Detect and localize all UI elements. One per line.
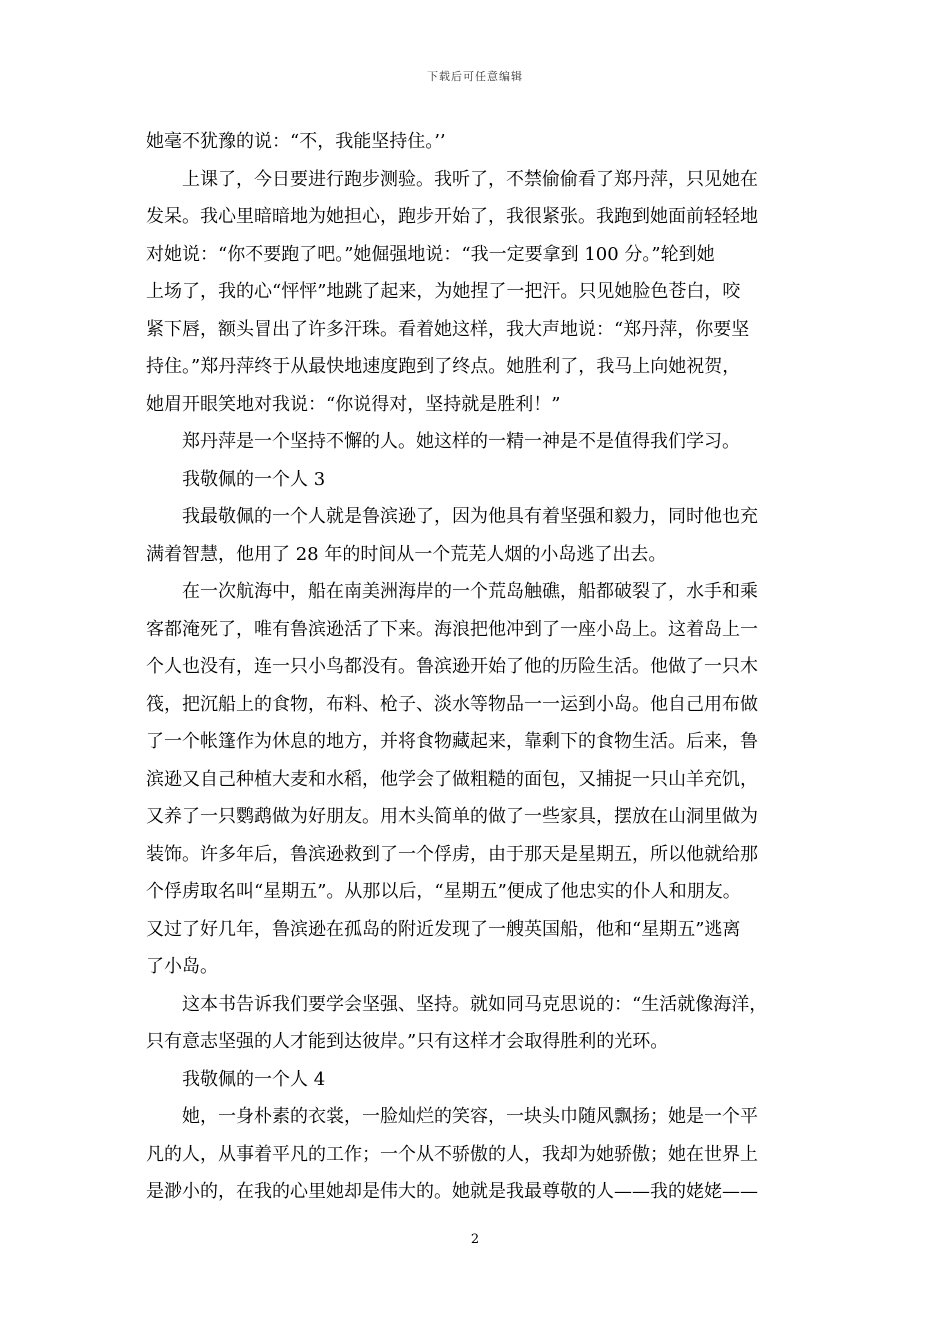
document-body: [146, 123, 808, 1211]
text-line: 她眉开眼笑地对我说：“你说得对，坚持就是胜利！”: [146, 393, 561, 415]
text-line: 满着智慧，他用了 28 年的时间从一个荒芜人烟的小岛逃了出去。: [146, 543, 667, 565]
text-line: 凡的人，从事着平凡的工作；一个从不骄傲的人，我却为她骄傲；她在世界上: [146, 1143, 758, 1165]
text-line: 个俘虏取名叫“星期五”。从那以后，“星期五”便成了他忠实的仆人和朋友。: [146, 881, 741, 902]
text-line: 了小岛。: [146, 956, 218, 977]
text-line: 又养了一只鹦鹉做为好朋友。用木头简单的做了一些家具，摆放在山洞里做为: [146, 806, 758, 827]
text-line: 上场了，我的心“怦怦”地跳了起来，为她捏了一把汗。只见她脸色苍白，咬: [146, 281, 741, 302]
text-line: 滨逊又自己种植大麦和水稻，他学会了做粗糙的面包，又捕捉一只山羊充饥，: [146, 768, 758, 790]
text-line: 了一个帐篷作为休息的地方，并将食物藏起来，靠剩下的食物生活。后来，鲁: [146, 731, 758, 752]
text-line: 在一次航海中，船在南美洲海岸的一个荒岛触礁，船都破裂了，水手和乘: [182, 581, 758, 602]
text-line: 装饰。许多年后，鲁滨逊救到了一个俘虏，由于那天是星期五，所以他就给那: [146, 843, 758, 865]
text-line: 上课了，今日要进行跑步测验。我听了，不禁偷偷看了郑丹萍，只见她在: [182, 168, 758, 190]
text-line: 个人也没有，连一只小鸟都没有。鲁滨逊开始了他的历险生活。他做了一只木: [146, 656, 758, 677]
text-line: 她，一身朴素的衣裳，一脸灿烂的笑容，一块头巾随风飘扬；她是一个平: [182, 1106, 758, 1127]
text-line: 我最敬佩的一个人就是鲁滨逊了，因为他具有着坚强和毅力，同时他也充: [182, 506, 758, 527]
text-line: 只有意志坚强的人才能到达彼岸。”只有这样才会取得胜利的光环。: [146, 1031, 669, 1052]
text-line: 持住。”郑丹萍终于从最快地速度跑到了终点。她胜利了，我马上向她祝贺，: [146, 356, 741, 377]
text-line: 这本书告诉我们要学会坚强、坚持。就如同马克思说的：“生活就像海洋，: [182, 993, 768, 1015]
text-line: 她毫不犹豫的说：“不，我能坚持住。’’: [146, 131, 446, 152]
text-line: 紧下唇，额头冒出了许多汗珠。看着她这样，我大声地说：“郑丹萍，你要坚: [146, 318, 750, 340]
text-line: 发呆。我心里暗暗地为她担心，跑步开始了，我很紧张。我跑到她面前轻轻地: [146, 206, 758, 227]
text-line: 我敬佩的一个人 4: [182, 1068, 326, 1090]
text-line: 郑丹萍是一个坚持不懈的人。她这样的一精一神是不是值得我们学习。: [182, 431, 740, 452]
text-line: 客都淹死了，唯有鲁滨逊活了下来。海浪把他冲到了一座小岛上。这着岛上一: [146, 618, 758, 640]
text-line: 是渺小的，在我的心里她却是伟大的。她就是我最尊敬的人——我的姥姥——: [146, 1181, 758, 1202]
text-line: 我敬佩的一个人 3: [182, 468, 326, 490]
text-line: 筏，把沉船上的食物，布料、枪子、淡水等物品一一运到小岛。他自己用布做: [146, 693, 758, 715]
text-line: 对她说：“你不要跑了吧。”她倔强地说：“我一定要拿到 100 分。”轮到她: [146, 243, 715, 265]
text-line: 又过了好几年，鲁滨逊在孤岛的附近发现了一艘英国船，他和“星期五”逃离: [146, 918, 741, 940]
page-number: 2: [470, 1232, 480, 1247]
page-header: 下载后可任意编辑: [427, 70, 523, 83]
